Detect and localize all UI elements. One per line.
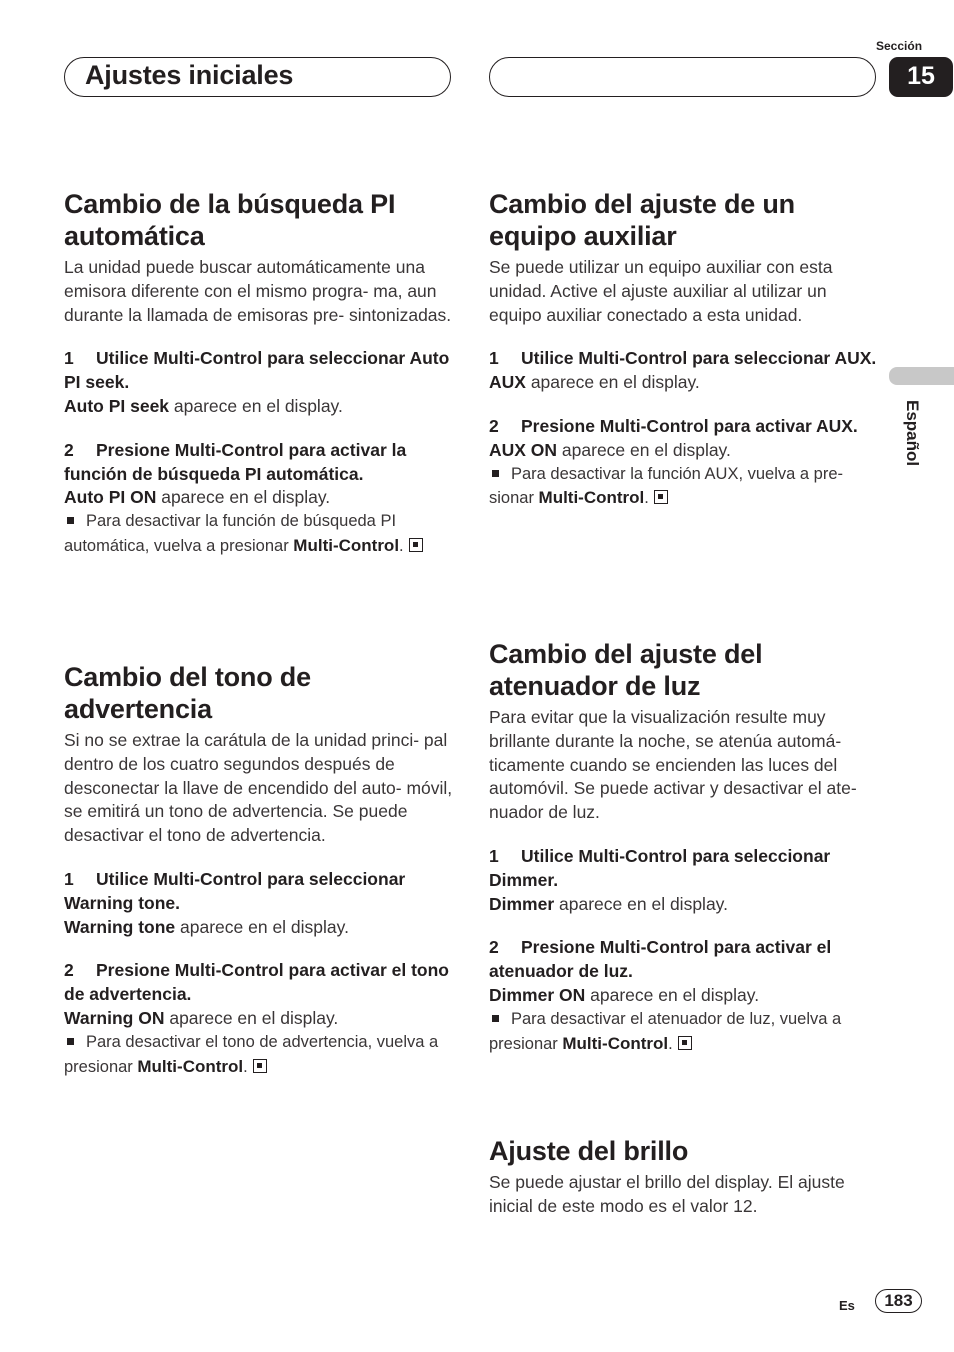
bullet-icon	[492, 1015, 499, 1022]
end-mark-icon	[654, 490, 668, 504]
header-title: Ajustes iniciales	[85, 60, 294, 90]
bullet-icon	[67, 1038, 74, 1045]
section-intro: Para evitar que la visualización resulte muy brillante durante la noche, se atenúa automá- ticamente cuando se encienden las luces del automóvil. Se puede activar y desactivar el ate- nuador de luz.	[489, 707, 857, 823]
section-title: Ajuste del brillo	[489, 1136, 689, 1166]
end-mark-icon	[253, 1059, 267, 1073]
note: Para desactivar la función de búsqueda PI automática, vuelva a presionar Multi-Control.	[64, 510, 454, 559]
bullet-icon	[492, 470, 499, 477]
section-title: Cambio de la búsqueda PI automática	[64, 189, 396, 251]
section-warning-tone	[64, 661, 454, 1079]
step-2: 2 Presione Multi-Control para activar el atenuador de luz.	[489, 937, 832, 982]
section-title: Cambio del ajuste de un equipo auxiliar	[489, 189, 795, 251]
header-title-pill	[64, 57, 451, 97]
section-number-badge: 15	[889, 57, 953, 97]
step-1-result: Dimmer aparece en el display.	[489, 893, 728, 914]
note: Para desactivar el atenuador de luz, vuelva a presionar Multi-Control.	[489, 1009, 842, 1053]
section-intro: La unidad puede buscar automáticamente una emisora diferente con el mismo progra- ma, aun durante la llamada de emisoras pre- sintonizadas.	[64, 257, 452, 325]
step-1-result: Warning tone aparece en el display.	[64, 916, 349, 937]
step-2: 2 Presione Multi-Control para activar la función de búsqueda PI automática.	[64, 439, 407, 484]
step-1-result: AUX aparece en el display.	[489, 372, 700, 393]
language-tab	[889, 367, 954, 385]
step-1: 1 Utilice Multi-Control para seleccionar AUX.	[489, 348, 877, 369]
section-intro: Se puede ajustar el brillo del display. El ajuste inicial de este modo es el valor 12.	[489, 1172, 845, 1216]
section-brightness	[489, 1135, 879, 1219]
end-mark-icon	[678, 1036, 692, 1050]
note: Para desactivar la función AUX, vuelva a pre- sionar Multi-Control.	[489, 464, 844, 508]
step-1: 1 Utilice Multi-Control para seleccionar Warning tone.	[64, 868, 406, 913]
step-2-result: Auto PI ON aparece en el display.	[64, 487, 331, 508]
bullet-icon	[67, 517, 74, 524]
section-title: Cambio del tono de advertencia	[64, 662, 311, 724]
section-auto-pi	[64, 188, 454, 559]
step-2-result: Warning ON aparece en el display.	[64, 1007, 339, 1028]
step-2-result: AUX ON aparece en el display.	[489, 439, 731, 460]
step-2: 2 Presione Multi-Control para activar el tono de advertencia.	[64, 960, 449, 1005]
language-label: Español	[903, 400, 922, 467]
section-intro: Se puede utilizar un equipo auxiliar con esta unidad. Active el ajuste auxiliar al utilizar un equipo auxiliar conectado a esta unidad.	[489, 257, 833, 325]
step-2: 2 Presione Multi-Control para activar AUX.	[489, 415, 858, 436]
page-number: 183	[875, 1289, 922, 1313]
section-dimmer	[489, 638, 879, 1056]
step-1: 1 Utilice Multi-Control para seleccionar Auto PI seek.	[64, 348, 450, 393]
step-2-result: Dimmer ON aparece en el display.	[489, 984, 760, 1005]
section-label: Sección	[876, 39, 923, 53]
end-mark-icon	[409, 538, 423, 552]
step-1-result: Auto PI seek aparece en el display.	[64, 395, 343, 416]
step-1: 1 Utilice Multi-Control para seleccionar Dimmer.	[489, 845, 831, 890]
section-aux	[489, 188, 879, 511]
header-right-pill	[489, 57, 876, 97]
language-code: Es	[839, 1298, 855, 1313]
section-intro: Si no se extrae la carátula de la unidad princi- pal dentro de los cuatro segundos después de desconectar la llave de encendido del auto- móvil, se emitirá un tono de advertencia. Se puede desactivar el tono de advertencia.	[64, 730, 453, 846]
section-title: Cambio del ajuste del atenuador de luz	[489, 639, 763, 701]
note: Para desactivar el tono de advertencia, vuelva a presionar Multi-Control.	[64, 1032, 439, 1076]
